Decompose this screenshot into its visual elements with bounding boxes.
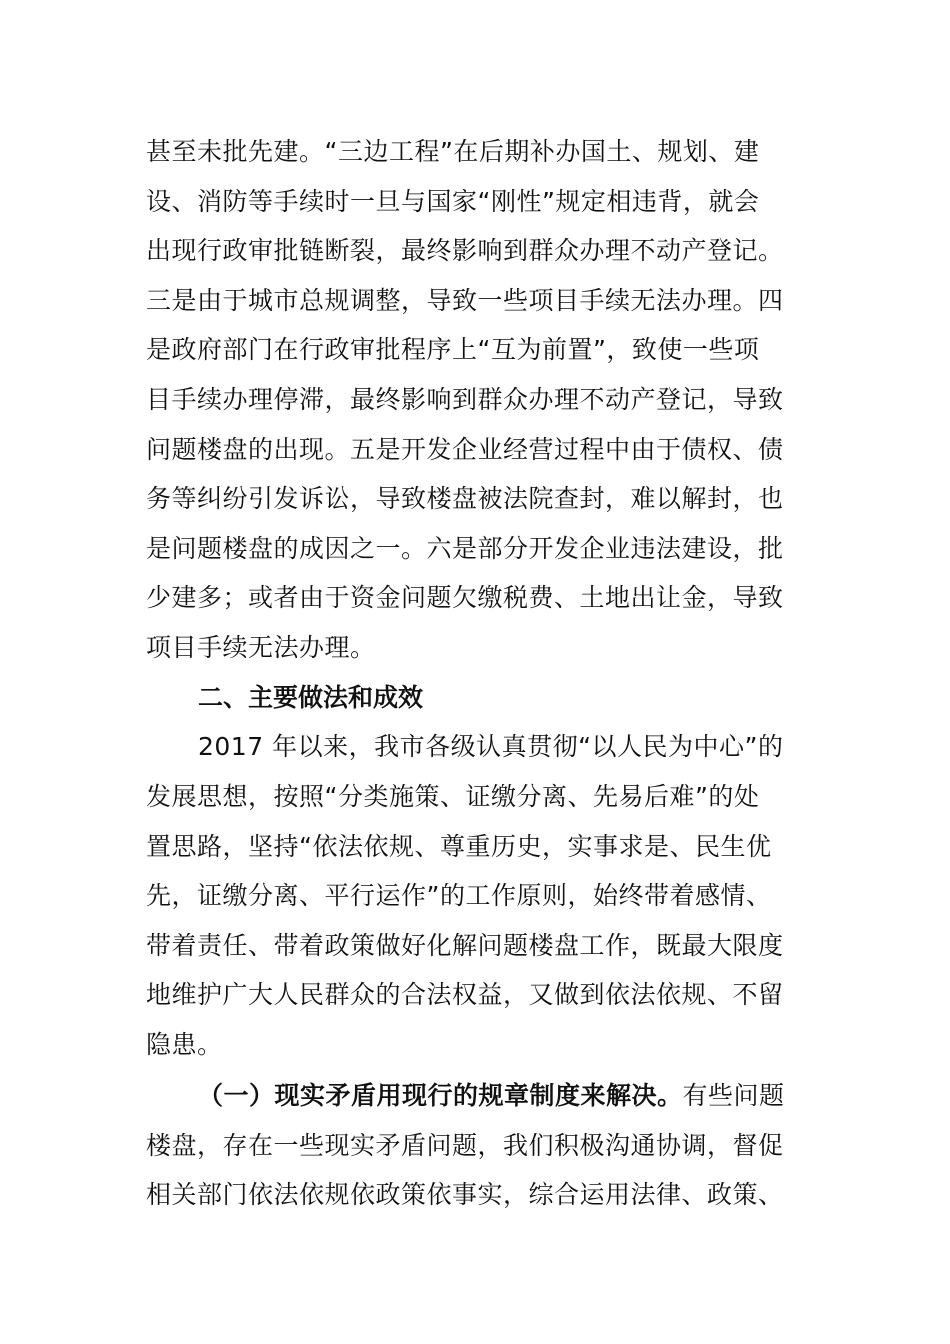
- text-line: 问题楼盘的出现。五是开发企业经营过程中由于债权、债: [146, 435, 784, 464]
- text-line: 地维护广大人民群众的合法权益，又做到依法依规、不留: [146, 980, 784, 1009]
- subsection-heading: （一）现实矛盾用现行的规章制度来解决。: [198, 1081, 683, 1110]
- text-line: 置思路，坚持“依法依规、尊重历史，实事求是、民生优: [146, 832, 772, 861]
- text-line: 2017 年以来，我市各级认真贯彻“以人民为中心”的: [198, 732, 784, 761]
- text-line: 楼盘，存在一些现实矛盾问题，我们积极沟通协调，督促: [146, 1131, 784, 1160]
- subsection-line: [198, 1074, 858, 1118]
- text-line: 先，证缴分离、平行运作”的工作原则，始终带着感情、: [146, 881, 772, 910]
- text-line: 目手续办理停滞，最终影响到群众办理不动产登记，导致: [146, 385, 784, 414]
- text-line: 务等纠纷引发诉讼，导致楼盘被法院查封，难以解封，也: [146, 484, 784, 513]
- text-line: 项目手续无法办理。: [146, 633, 376, 662]
- subsection-text: 有些问题: [682, 1081, 785, 1110]
- text-line: 带着责任、带着政策做好化解问题楼盘工作，既最大限度: [146, 931, 784, 960]
- text-line: 发展思想，按照“分类施策、证缴分离、先易后难”的处: [146, 782, 760, 811]
- text-line: 相关部门依法依规依政策依事实，综合运用法律、政策、: [146, 1180, 784, 1209]
- text-line: 是政府部门在行政审批程序上“互为前置”，致使一些项: [146, 335, 760, 364]
- section-heading: 二、主要做法和成效: [198, 683, 424, 712]
- text-line: 三是由于城市总规调整，导致一些项目手续无法办理。四: [146, 286, 784, 315]
- text-line: 甚至未批先建。“三边工程”在后期补办国土、规划、建: [146, 137, 760, 166]
- text-line: 出现行政审批链断裂，最终影响到群众办理不动产登记。: [146, 236, 784, 265]
- text-line: 设、消防等手续时一旦与国家“刚性”规定相违背，就会: [146, 187, 760, 216]
- text-line: 是问题楼盘的成因之一。六是部分开发企业违法建设，批: [146, 534, 784, 563]
- text-line: 少建多；或者由于资金问题欠缴税费、土地出让金，导致: [146, 583, 784, 612]
- text-line: 隐患。: [146, 1030, 223, 1059]
